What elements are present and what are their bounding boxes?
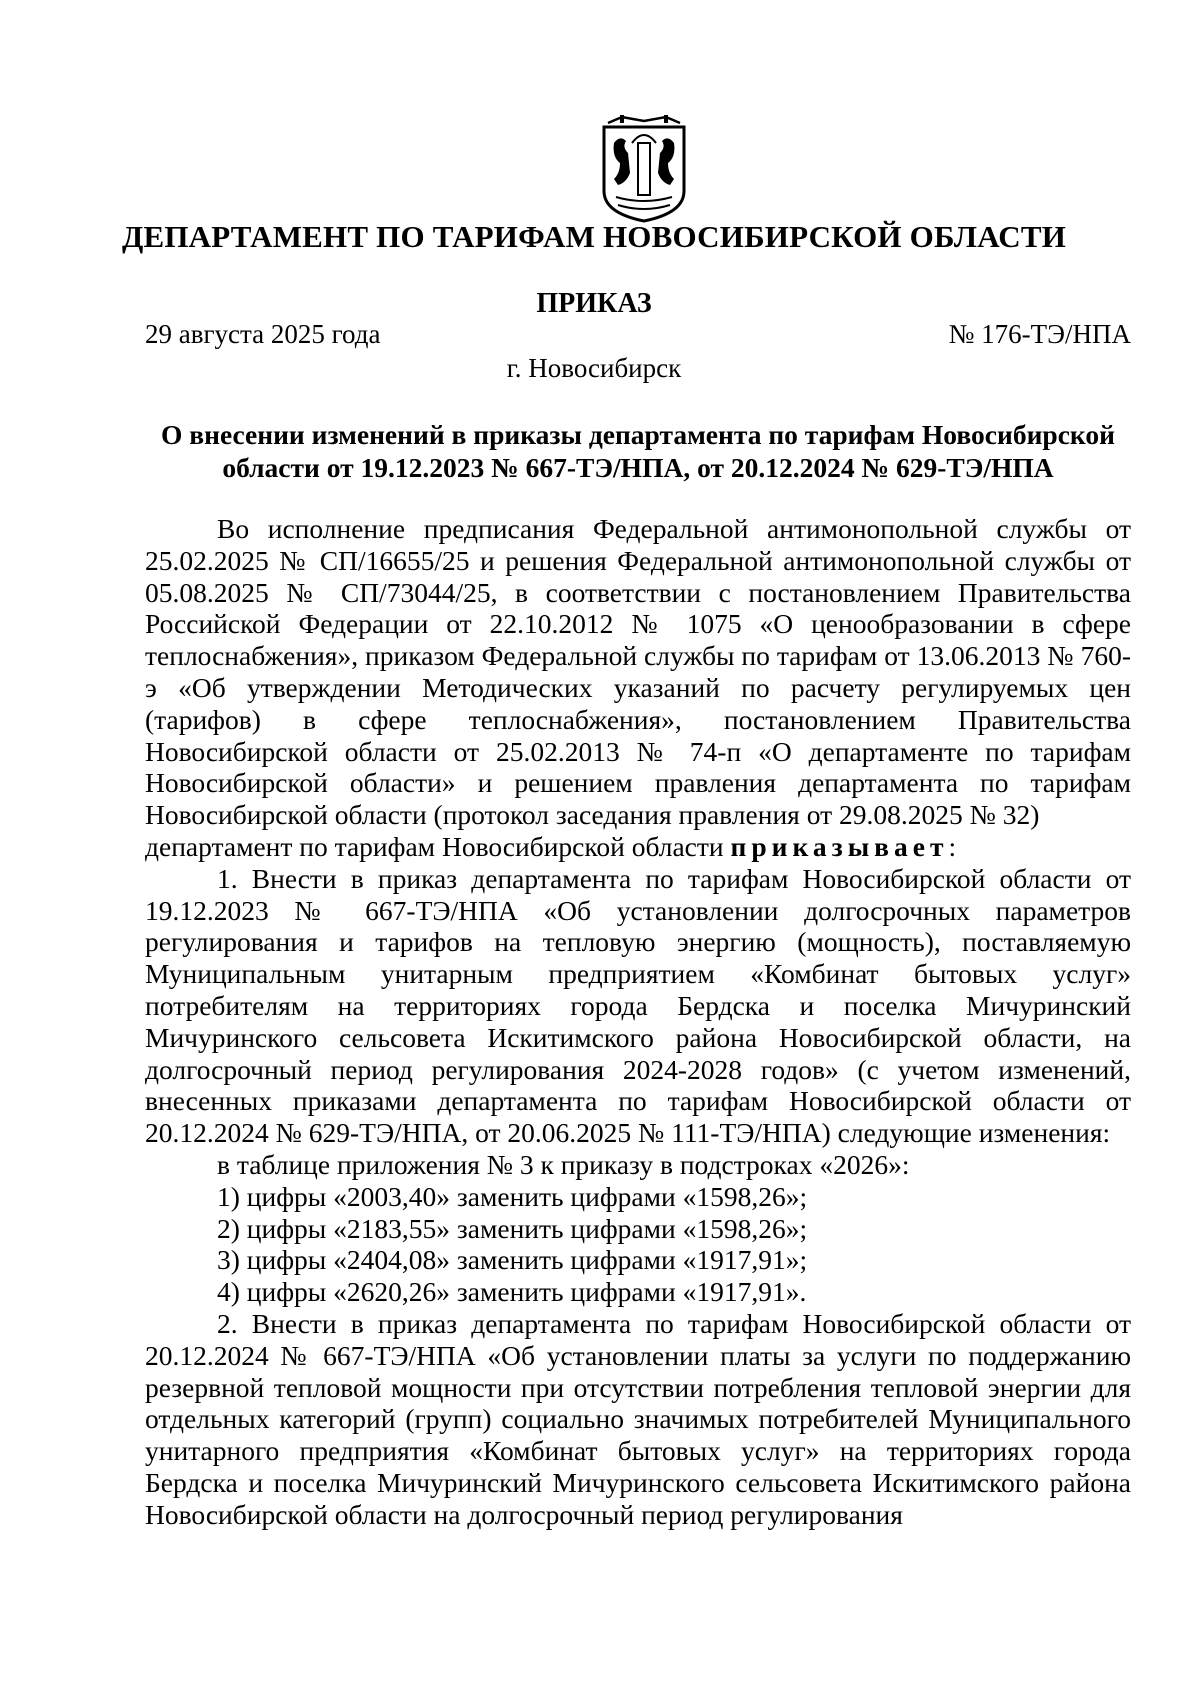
orders-line [145,831,1131,863]
preamble-paragraph: Во исполнение предписания Федеральной антимонопольной службы от 25.02.2025 № СП/16655/25 и решения Федеральной антимонопольной службы от 05.08.2025 № СП/73044/25, в соответствии с постановлением Правительства Российской Федерации от 22.10.2012 № 1075 «О ценообразовании в сфере теплоснабжения», приказом Федеральной службы по тарифам от 13.06.2013 № 760-э «Об утверждении Методических указаний по расчету регулируемых цен (тарифов) в сфере теплоснабжения», постановлением Правительства Новосибирской области от 25.02.2013 № 74-п «О департаменте по тарифам Новосибирской области» и решением правления департамента по тарифам Новосибирской области (протокол заседания правления от 29.08.2025 № 32) [145,513,1131,831]
change-item: 1) цифры «2003,40» заменить цифрами «1598,26»; [217,1180,808,1212]
coat-of-arms-icon [598,113,690,225]
change-item: 3) цифры «2404,08» заменить цифрами «1917,91»; [217,1244,808,1276]
orders-suffix: : [948,830,957,862]
item-1-paragraph: 1. Внести в приказ департамента по тарифам Новосибирской области от 19.12.2023 № 667-ТЭ/НПА «Об установлении долгосрочных параметров регулирования и тарифов на тепловую энергию (мощность), поставляемую Муниципальным унитарным предприятием «Комбинат бытовых услуг» потребителям на территориях города Бердска и поселка Мичуринский Мичуринского сельсовета Искитимского района Новосибирской области, на долгосрочный период регулирования 2024-2028 годов» (с учетом изменений, внесенных приказами департамента по тарифам Новосибирской области от 20.12.2024 № 629-ТЭ/НПА, от 20.06.2025 № 111-ТЭ/НПА) следующие изменения: [145,862,1131,1149]
department-name: ДЕПАРТАМЕНТ ПО ТАРИФАМ НОВОСИБИРСКОЙ ОБЛАСТИ [121,219,1067,254]
change-item: 2) цифры «2183,55» заменить цифрами «1598,26»; [217,1212,808,1244]
table-intro: в таблице приложения № 3 к приказу в подстроках «2026»: [217,1148,910,1180]
order-number: № 176-ТЭ/НПА [948,319,1131,349]
order-city: г. Новосибирск [506,353,682,383]
subject-line: области от 19.12.2023 № 667-ТЭ/НПА, от 20.12.2024 № 629-ТЭ/НПА [222,452,1054,483]
subject-line: О внесении изменений в приказы департамента по тарифам Новосибирской [160,419,1115,450]
document-type: ПРИКАЗ [536,288,652,319]
orders-word: приказывает [730,830,949,862]
item-2-paragraph: 2. Внести в приказ департамента по тарифам Новосибирской области от 20.12.2024 № 667-ТЭ/НПА «Об установлении платы за услуги по поддержанию резервной тепловой мощности при отсутствии потребления тепловой энергии для отдельных категорий (групп) социально значимых потребителей Муниципального унитарного предприятия «Комбинат бытовых услуг» на территориях города Бердска и поселка Мичуринский Мичуринского сельсовета Искитимского района Новосибирской области на долгосрочный период регулирования [145,1307,1131,1530]
order-subject [145,418,1131,484]
orders-prefix: департамент по тарифам Новосибирской области [145,830,724,862]
order-body [145,513,1131,1531]
order-date: 29 августа 2025 года [145,319,381,349]
change-item: 4) цифры «2620,26» заменить цифрами «1917,91». [217,1276,807,1308]
